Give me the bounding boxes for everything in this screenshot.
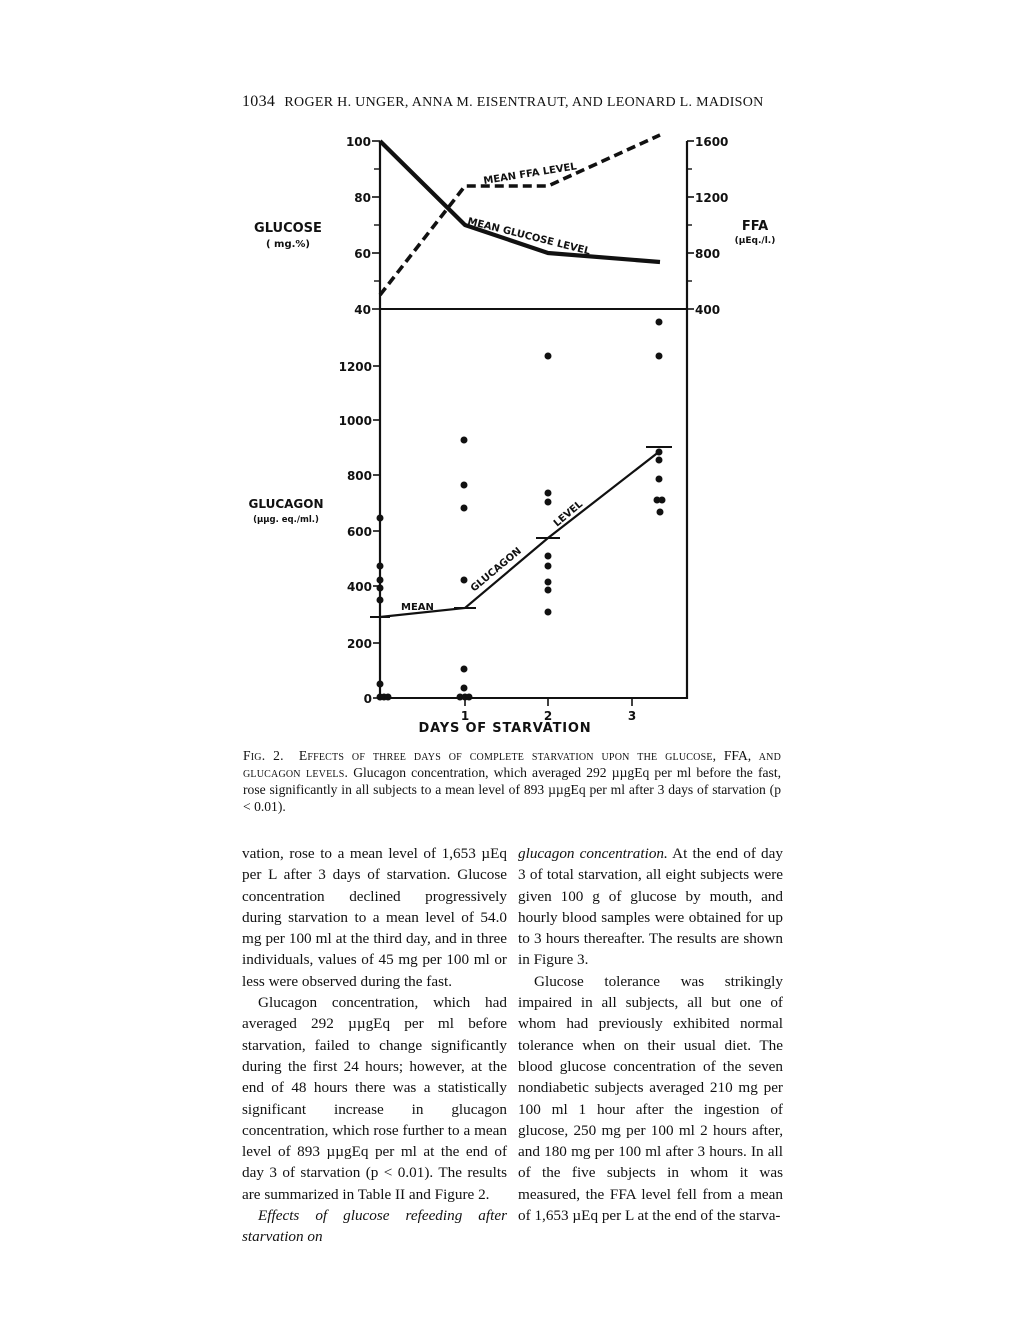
figure-caption-body: Glucagon concentration, which averaged 292 µµgEq per ml before the fast, rose significantly in all subjects to a mean level of 893 µµgEq per ml after 3 days of starvation (p < 0.01). bbox=[243, 765, 781, 814]
tick-label: 1 bbox=[460, 709, 470, 723]
tick-label: 600 bbox=[346, 525, 372, 539]
tick-label: 400 bbox=[695, 303, 721, 317]
tick-label: 1600 bbox=[695, 135, 729, 149]
mean-markers bbox=[370, 447, 672, 617]
paragraph-text: At the end of day 3 of total starvation, all eight subjects were given 100 g of glucose by mouth, and hourly blood samples were obtained for up to 3 hours thereafter. The results are shown in Figure 3. bbox=[518, 845, 783, 969]
mean-glucose-line bbox=[380, 141, 660, 262]
mean-ffa-line bbox=[380, 135, 660, 295]
figure-title-ffa: FFA, bbox=[723, 748, 752, 763]
glucagon-tick-labels bbox=[339, 360, 372, 706]
figure-label: Fig. 2. bbox=[243, 748, 284, 763]
tick-label: 40 bbox=[354, 303, 371, 317]
right-top-tick-labels bbox=[695, 135, 728, 317]
x-axis-label: DAYS OF STARVATION bbox=[418, 721, 592, 736]
paragraph bbox=[518, 843, 783, 971]
glucagon-axis-label: GLUCAGON bbox=[248, 497, 324, 511]
page-number: 1034 bbox=[242, 93, 276, 110]
axes bbox=[372, 141, 694, 706]
glucagon-axis-unit: (µµg. eq./ml.) bbox=[253, 515, 319, 525]
glucose-line-label: MEAN GLUCOSE LEVEL bbox=[466, 216, 592, 258]
tick-label: 800 bbox=[346, 469, 372, 483]
tick-label: 400 bbox=[346, 580, 372, 594]
tick-label: 200 bbox=[346, 637, 372, 651]
figure-caption bbox=[243, 747, 781, 815]
paragraph: vation, rose to a mean level of 1,653 µEq per L after 3 days of starvation. Glucose concentration declined progressively during starvation to a mean level of 54.0 mg per 100 ml at the third day, and in three individuals, values of 45 mg per 100 ml or less were observed during the fast. bbox=[242, 845, 507, 990]
ffa-axis-unit: (µEq./l.) bbox=[734, 236, 776, 246]
body-column-right bbox=[518, 843, 783, 1226]
body-column-left bbox=[242, 843, 507, 1248]
paragraph: Glucose tolerance was strikingly impaired in all subjects, all but one of whom had previously exhibited normal tolerance when on their usual diet. The blood glucose concentration of the seven nondiabetic subjects averaged 210 mg per 100 ml 1 hour after the ingestion of glucose, 250 mg per 100 ml 2 hours after, and 180 mg per 100 ml after 3 hours. In all of the five subjects in whom it was measured, the FFA level fell from a mean of 1,653 µEq per L at the end of the starva- bbox=[518, 972, 783, 1225]
tick-label: 80 bbox=[354, 191, 371, 205]
ffa-axis-label: FFA bbox=[741, 219, 769, 234]
glucose-axis-label: GLUCOSE bbox=[254, 221, 322, 236]
section-heading-italic: Effects of glucose refeeding after starvation on bbox=[242, 1207, 507, 1246]
glucose-axis-unit: ( mg.%) bbox=[265, 239, 311, 250]
running-head-authors: ROGER H. UNGER, ANNA M. EISENTRAUT, AND LEONARD L. MADISON bbox=[284, 95, 764, 110]
tick-label: 2 bbox=[543, 709, 553, 723]
glucagon-scatter-points bbox=[377, 319, 666, 701]
left-top-tick-labels bbox=[346, 135, 371, 317]
tick-label: 0 bbox=[363, 692, 372, 706]
figure-title: Effects of three days of complete starvation upon the glucose, bbox=[298, 748, 717, 763]
tick-label: 3 bbox=[627, 709, 637, 723]
section-heading-italic: glucagon concentration. bbox=[518, 845, 668, 862]
tick-label: 60 bbox=[354, 247, 371, 261]
tick-label: 1200 bbox=[695, 191, 729, 205]
glucagon-glucagon-label: GLUCAGON bbox=[468, 545, 524, 595]
tick-label: 1200 bbox=[338, 360, 372, 374]
tick-label: 800 bbox=[695, 247, 721, 261]
tick-label: 1000 bbox=[338, 414, 372, 428]
paragraph: Glucagon concentration, which had averaged 292 µµgEq per ml before starvation, failed to change significantly during the first 24 hours; however, at the end of 48 hours there was a statistically significant increase in glucagon concentration, which rose further to a mean level of 893 µµgEq per ml at the end of day 3 of starvation (p < 0.01). The results are summarized in Table II and Figure 2. bbox=[242, 994, 507, 1203]
glucagon-level-label: LEVEL bbox=[551, 498, 586, 530]
figure-title-end: and glucagon levels. bbox=[243, 748, 781, 780]
ffa-line-label: MEAN FFA LEVEL bbox=[482, 161, 578, 187]
glucagon-mean-label: MEAN bbox=[401, 602, 434, 613]
tick-label: 100 bbox=[345, 135, 371, 149]
mean-glucagon-line bbox=[380, 451, 660, 617]
